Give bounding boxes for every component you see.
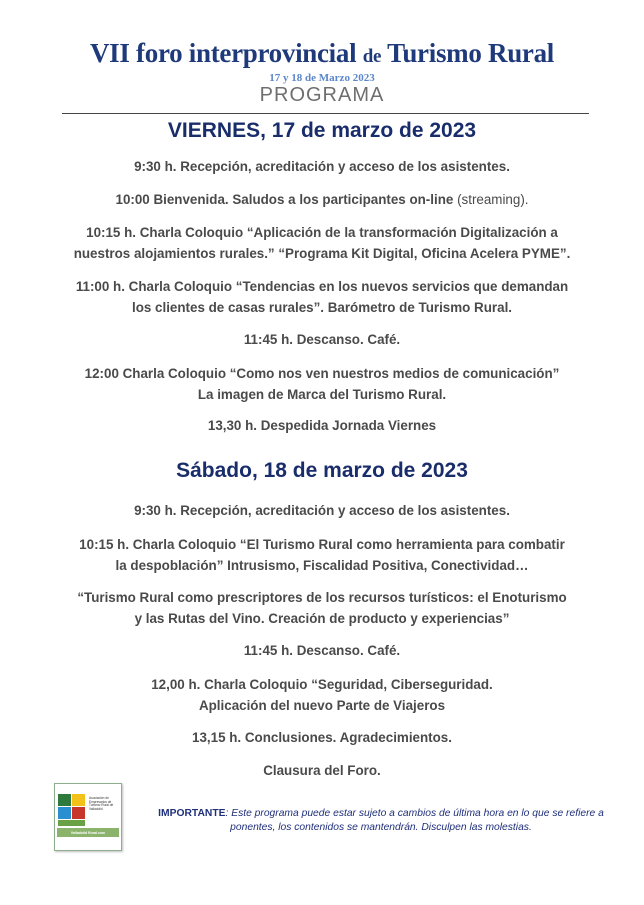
schedule-item: 11:45 h. Descanso. Café. <box>243 643 401 658</box>
association-logo <box>54 783 122 851</box>
day-heading-friday: VIERNES, 17 de marzo de 2023 <box>167 119 477 142</box>
schedule-item: 10:15 h. Charla Coloquio “Aplicación de la transformación Digitalización a nuestros alojamientos rurales.” “Programa Kit Digital, Oficina Acelera PYME”. <box>73 225 571 261</box>
event-title <box>0 38 644 72</box>
schedule-item: 9:30 h. Recepción, acreditación y acceso de los asistentes. <box>134 159 510 174</box>
important-notice <box>150 807 612 835</box>
schedule-item: 13,30 h. Despedida Jornada Viernes <box>207 418 437 433</box>
schedule-item: 10:15 h. Charla Coloquio “El Turismo Rural como herramienta para combatir la despoblación” Intrusismo, Fiscalidad Positiva, Conectividad… <box>79 537 565 573</box>
schedule-item: 12,00 h. Charla Coloquio “Seguridad, Ciberseguridad. Aplicación del nuevo Parte de Viajeros <box>151 677 493 713</box>
schedule-item: Clausura del Foro. <box>263 763 381 778</box>
notice-label: IMPORTANTE <box>158 808 226 819</box>
schedule-item: 10:00 Bienvenida. Saludos a los participantes on-line (streaming). <box>115 192 529 207</box>
title-connector: de <box>362 46 382 67</box>
notice-text: : Este programa puede estar sujeto a cambios de última hora en lo que se refiere a ponentes, los contenidos se mantendrán. Disculpen las molestias. <box>225 808 604 833</box>
header <box>0 38 644 106</box>
schedule-item: 11:00 h. Charla Coloquio “Tendencias en los nuevos servicios que demandan los clientes de casas rurales”. Barómetro de Turismo Rural. <box>75 279 569 315</box>
schedule-item: 13,15 h. Conclusiones. Agradecimientos. <box>192 730 452 745</box>
schedule-item: 11:45 h. Descanso. Café. <box>243 332 401 347</box>
schedule-item: “Turismo Rural como prescriptores de los recursos turísticos: el Enoturismo y las Rutas del Vino. Creación de producto y experiencias” <box>77 590 567 626</box>
title-part2: Turismo Rural <box>387 38 554 68</box>
program-subtitle: PROGRAMA <box>259 84 385 106</box>
schedule-item: 9:30 h. Recepción, acreditación y acceso de los asistentes. <box>134 503 510 518</box>
logo-text: Asociación de Empresarios de Turismo Rural de Valladolid <box>89 796 114 812</box>
logo-band-text: Valladolid Rural.com <box>70 831 106 835</box>
header-divider <box>62 113 589 114</box>
title-part1: VII foro interprovincial <box>89 38 357 68</box>
schedule-item: 12:00 Charla Coloquio “Como nos ven nuestros medios de comunicación” La imagen de Marca del Turismo Rural. <box>84 366 560 402</box>
logo-mark-icon <box>55 784 121 850</box>
day-heading-saturday: Sábado, 18 de marzo de 2023 <box>176 459 468 482</box>
event-dates: 17 y 18 de Marzo 2023 <box>269 72 375 84</box>
